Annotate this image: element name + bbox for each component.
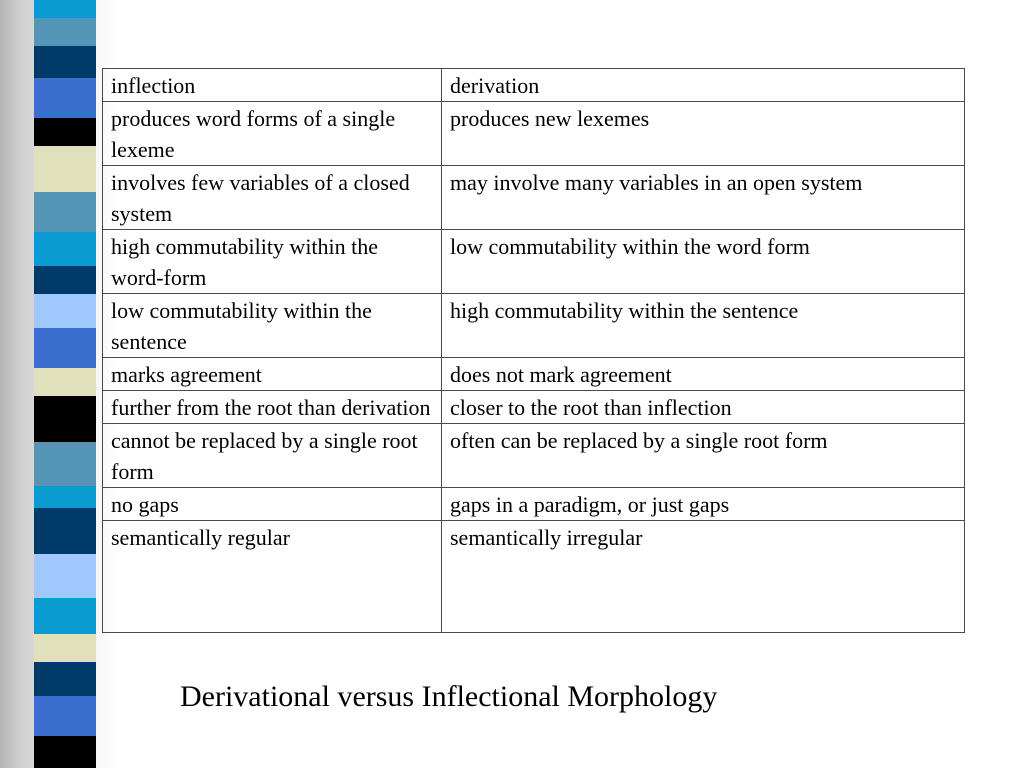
comparison-table	[102, 68, 965, 633]
stripe-block	[34, 118, 96, 146]
table-row	[103, 166, 965, 230]
stripe-block	[34, 0, 96, 18]
table-cell-inflection: marks agreement	[103, 358, 442, 391]
stripe-block	[34, 368, 96, 396]
table-row	[103, 69, 965, 102]
stripe-block	[34, 78, 96, 118]
stripe-block	[34, 662, 96, 696]
stripe-block	[34, 18, 96, 46]
table-cell-inflection: high commutability within the word-form	[103, 230, 442, 294]
stripe-block	[34, 192, 96, 232]
stripe-block	[34, 634, 96, 662]
table-cell-derivation: closer to the root than inflection	[442, 391, 965, 424]
stripe-block	[34, 46, 96, 78]
stripe-block	[34, 696, 96, 736]
table-cell-inflection: no gaps	[103, 488, 442, 521]
table-row	[103, 358, 965, 391]
table-cell-derivation: high commutability within the sentence	[442, 294, 965, 358]
stripe-block	[34, 442, 96, 486]
table-cell-derivation: semantically irregular	[442, 521, 965, 633]
table-cell-inflection: low commutability within the sentence	[103, 294, 442, 358]
table-cell-derivation: low commutability within the word form	[442, 230, 965, 294]
stripe-block	[34, 486, 96, 508]
stripe-block	[34, 736, 96, 768]
table-cell-derivation: derivation	[442, 69, 965, 102]
table-cell-inflection: inflection	[103, 69, 442, 102]
stripe-block	[34, 598, 96, 634]
stripe-block	[34, 232, 96, 266]
table-cell-derivation: gaps in a paradigm, or just gaps	[442, 488, 965, 521]
table-row	[103, 424, 965, 488]
table-row	[103, 102, 965, 166]
table-row	[103, 488, 965, 521]
table-cell-inflection: semantically regular	[103, 521, 442, 633]
table-row	[103, 391, 965, 424]
table-cell-derivation: may involve many variables in an open system	[442, 166, 965, 230]
comparison-table-container	[102, 68, 964, 633]
table-row	[103, 521, 965, 633]
table-cell-inflection: cannot be replaced by a single root form	[103, 424, 442, 488]
table-cell-derivation: does not mark agreement	[442, 358, 965, 391]
stripe-block	[34, 146, 96, 192]
table-cell-inflection: further from the root than derivation	[103, 391, 442, 424]
table-row	[103, 294, 965, 358]
stripe-block	[34, 554, 96, 598]
table-cell-inflection: produces word forms of a single lexeme	[103, 102, 442, 166]
stripe-block	[34, 396, 96, 442]
stripe-block	[34, 266, 96, 294]
table-cell-derivation: produces new lexemes	[442, 102, 965, 166]
stripe-block	[34, 508, 96, 554]
stripe-block	[34, 328, 96, 368]
slide-title: Derivational versus Inflectional Morphology	[180, 680, 718, 713]
stripe-block	[34, 294, 96, 328]
table-row	[103, 230, 965, 294]
decorative-stripe	[34, 0, 96, 768]
table-cell-inflection: involves few variables of a closed system	[103, 166, 442, 230]
table-cell-derivation: often can be replaced by a single root form	[442, 424, 965, 488]
